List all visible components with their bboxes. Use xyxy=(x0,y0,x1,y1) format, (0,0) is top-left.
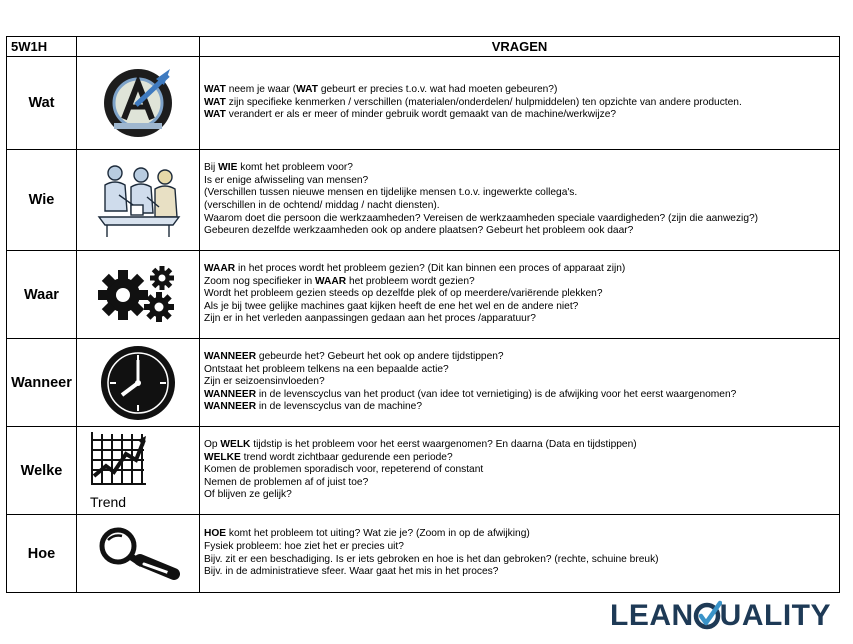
people-at-work-icon xyxy=(93,161,183,239)
question-line xyxy=(204,200,835,213)
leanquality-logo xyxy=(610,598,831,634)
question-keyword: WAAR xyxy=(314,275,347,287)
question-line xyxy=(204,225,835,238)
question-line xyxy=(204,288,835,301)
question-text: in het proces wordt het probleem gezien? (Dit kan binnen een proces of apparaat zijn) xyxy=(235,263,626,275)
question-line xyxy=(204,401,835,414)
question-line xyxy=(204,276,835,289)
question-line xyxy=(204,313,835,326)
5w1h-table xyxy=(6,36,840,593)
question-line xyxy=(204,301,835,314)
question-text: Zoom nog specifieker in xyxy=(204,275,315,287)
question-text: (verschillen in de ochtend/ middag / nacht diensten). xyxy=(204,200,440,211)
magnifier-a-icon xyxy=(100,65,176,141)
question-text: Bijv. in de administratieve sfeer. Waar gaat het mis in het proces? xyxy=(204,566,499,578)
row-label: Wie xyxy=(7,150,77,251)
question-text: in de levenscyclus van het product (van idee tot vernietiging) is de afwijking voor het eerst waargenomen? xyxy=(256,388,737,400)
questions-cell xyxy=(200,57,840,150)
question-line xyxy=(204,528,835,541)
row-waar xyxy=(7,251,840,339)
question-keyword: WAAR xyxy=(204,263,236,275)
question-keyword: WELK xyxy=(220,439,251,451)
row-label: Hoe xyxy=(7,515,77,593)
question-text: Bij xyxy=(204,162,219,174)
question-text: Zijn er in het verleden aanpassingen gedaan aan het proces /apparatuur? xyxy=(204,313,536,325)
header-icon-column xyxy=(77,37,200,57)
question-text: zijn specifieke kenmerken / verschillen (materialen/onderdelen/ hulpmiddelen) ten opzichte van andere producten. xyxy=(225,96,742,108)
icon-cell xyxy=(77,339,200,427)
clock-icon xyxy=(98,343,178,423)
questions-cell xyxy=(200,251,840,339)
logo-text-uality: UALITY xyxy=(719,599,831,632)
questions-cell xyxy=(200,515,840,593)
question-keyword: HOE xyxy=(204,528,227,540)
question-line xyxy=(204,477,835,490)
question-text: Op xyxy=(204,439,221,451)
question-line xyxy=(204,109,835,122)
question-line xyxy=(204,263,835,276)
icon-cell xyxy=(77,515,200,593)
icon-cell xyxy=(77,251,200,339)
question-text: Als je bij twee gelijke machines gaat kijken heeft de ene het wel en de andere niet? xyxy=(204,300,579,312)
question-line xyxy=(204,84,835,97)
question-text: Bijv. zit er een beschadiging. Is er iets gebroken en hoe is het dan gebroken? (rechte, schuine breuk) xyxy=(204,553,659,565)
question-text: het probleem wordt gezien? xyxy=(346,275,475,287)
question-keyword: WAT xyxy=(296,84,318,96)
row-label: Wanneer xyxy=(7,339,77,427)
row-hoe xyxy=(7,515,840,593)
question-line xyxy=(204,162,835,175)
icon-cell xyxy=(77,150,200,251)
question-line xyxy=(204,97,835,110)
question-line xyxy=(204,541,835,554)
question-text: Wordt het probleem gezien steeds op dezelfde plek of op meerdere/variërende plekken? xyxy=(204,288,603,300)
question-keyword: WIE xyxy=(218,162,238,174)
question-keyword: WELKE xyxy=(204,451,241,463)
questions-cell xyxy=(200,339,840,427)
question-text: Zijn er seizoensinvloeden? xyxy=(204,376,325,388)
gears-icon xyxy=(97,265,179,325)
question-text: gebeurt er precies t.o.v. wat had moeten gebeuren?) xyxy=(318,84,558,96)
question-text: verandert er als er meer of minder gebruik wordt gemaakt van de machine/werkwijze? xyxy=(225,109,617,121)
question-text: trend wordt zichtbaar gedurende een periode? xyxy=(240,451,453,463)
question-text: gebeurde het? Gebeurt het ook op andere tijdstippen? xyxy=(256,351,504,363)
row-label: Welke xyxy=(7,427,77,515)
question-text: tijdstip is het probleem voor het eerst waargenomen? En daarna (Data en tijdstippen) xyxy=(250,439,637,451)
question-line xyxy=(204,213,835,226)
question-line xyxy=(204,452,835,465)
question-text: Fysiek probleem: hoe ziet het er precies uit? xyxy=(204,540,404,552)
icon-cell xyxy=(77,427,200,515)
trend-caption: Trend xyxy=(90,494,127,510)
question-keyword: WANNEER xyxy=(204,388,257,400)
question-text: Komen de problemen sporadisch voor, repeterend of constant xyxy=(204,464,484,476)
question-line xyxy=(204,187,835,200)
row-wie xyxy=(7,150,840,251)
question-text: neem je waar ( xyxy=(225,84,297,96)
header-5w1h: 5W1H xyxy=(7,37,77,57)
row-welke xyxy=(7,427,840,515)
header-row xyxy=(7,37,840,57)
question-text: komt het probleem tot uiting? Wat zie je? (Zoom in op de afwijking) xyxy=(226,528,530,540)
questions-cell xyxy=(200,427,840,515)
question-line xyxy=(204,464,835,477)
row-wat xyxy=(7,57,840,150)
question-line xyxy=(204,439,835,452)
question-text: Of blijven ze gelijk? xyxy=(204,489,292,501)
magnifying-glass-icon xyxy=(96,526,180,582)
question-line xyxy=(204,389,835,402)
icon-cell xyxy=(77,57,200,150)
question-keyword: WAT xyxy=(204,84,226,96)
question-text: Nemen de problemen af of juist toe? xyxy=(204,476,369,488)
question-text: Gebeuren dezelfde werkzaamheden ook op andere plaatsen? Gebeurt het probleem ook daar? xyxy=(204,225,634,237)
question-line xyxy=(204,566,835,579)
question-line xyxy=(204,175,835,188)
trend-chart-icon xyxy=(88,430,148,486)
question-line xyxy=(204,351,835,364)
q-check-icon xyxy=(692,599,722,633)
row-label: Waar xyxy=(7,251,77,339)
question-line xyxy=(204,364,835,377)
question-text: Is er enige afwisseling van mensen? xyxy=(204,174,369,186)
question-line xyxy=(204,489,835,502)
question-keyword: WANNEER xyxy=(204,351,257,363)
question-keyword: WAT xyxy=(204,96,226,108)
question-keyword: WAT xyxy=(204,109,226,121)
question-text: Ontstaat het probleem telkens na een bepaalde actie? xyxy=(204,363,449,375)
question-text: komt het probleem voor? xyxy=(237,162,353,174)
logo-text-lean: LEAN xyxy=(610,599,694,632)
question-text: (Verschillen tussen nieuwe mensen en tijdelijke mensen t.o.v. ingewerkte collega's. xyxy=(204,187,578,199)
questions-cell xyxy=(200,150,840,251)
question-line xyxy=(204,554,835,567)
question-line xyxy=(204,376,835,389)
row-wanneer xyxy=(7,339,840,427)
header-vragen: VRAGEN xyxy=(200,37,840,57)
question-keyword: WANNEER xyxy=(204,401,257,413)
question-text: in de levenscyclus van de machine? xyxy=(256,401,423,413)
question-text: Waarom doet die persoon die werkzaamheden? Vereisen de werkzaamheden speciale vaardigheden? (zijn die aanwezig?) xyxy=(204,212,759,224)
row-label: Wat xyxy=(7,57,77,150)
